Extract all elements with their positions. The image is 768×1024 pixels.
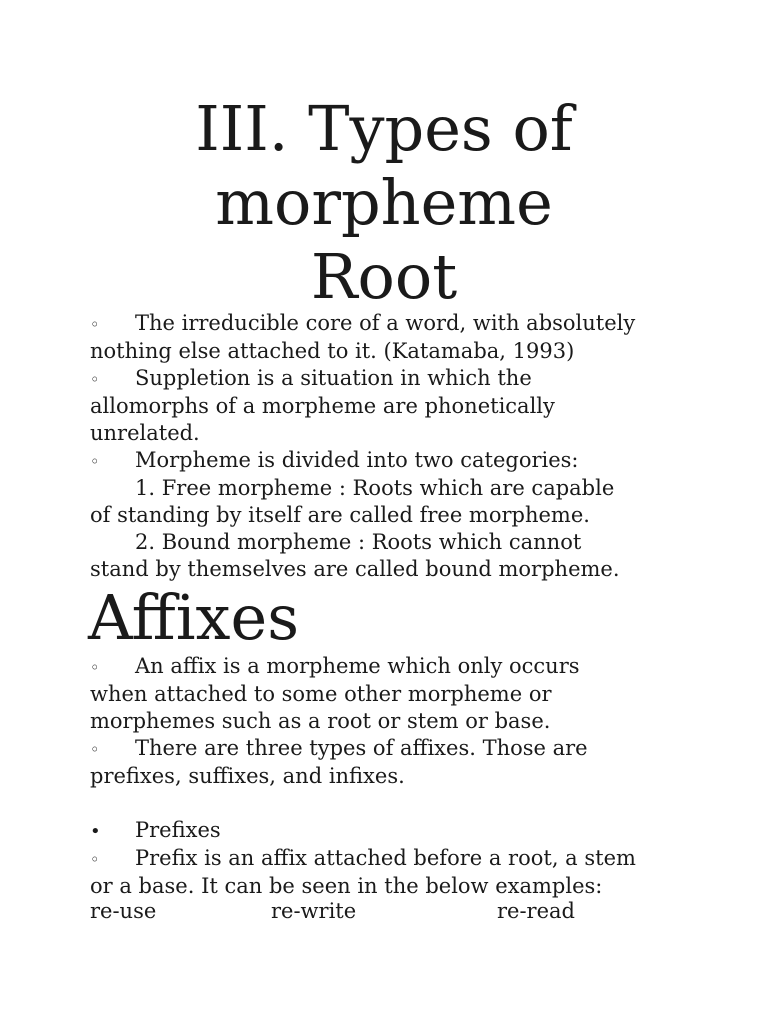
paragraph-line: An affix is a morpheme which only occurs [135,654,580,678]
paragraph-line: of standing by itself are called free morpheme. [90,503,590,527]
example-word: re-read [497,899,575,923]
hollow-bullet-icon: ◦ [90,740,100,759]
affixes-heading: Affixes [88,581,300,654]
free-morpheme-item [90,475,700,529]
paragraph-line: Prefix is an affix attached before a root, a stem [135,846,636,870]
title-line-2: morpheme [215,166,553,239]
filled-bullet-icon: • [90,821,101,842]
paragraph-line: Suppletion is a situation in which the [135,366,532,390]
prefixes-label: Prefixes [135,818,221,842]
blank-line [90,790,700,817]
title-line-1: III. Types of [195,92,573,165]
affixes-section [90,653,700,900]
paragraph-line: nothing else attached to it. (Katamaba, 1993) [90,339,575,363]
affixes-item-2 [90,735,700,790]
hollow-bullet-icon: ◦ [90,850,100,869]
paragraph-line: 1. Free morpheme : Roots which are capable [135,476,615,500]
title-line-3: Root [310,240,458,313]
paragraph-line: or a base. It can be seen in the below examples: [90,874,603,898]
paragraph-line: stand by themselves are called bound morpheme. [90,557,620,581]
paragraph-line: unrelated. [90,421,200,445]
hollow-bullet-icon: ◦ [90,315,100,334]
paragraph-line: 2. Bound morpheme : Roots which cannot [135,530,582,554]
root-item-2 [90,365,700,447]
affixes-item-1 [90,653,700,735]
example-word: re-write [271,899,357,923]
paragraph-line: There are three types of affixes. Those are [135,736,588,760]
root-item-1 [90,310,700,365]
hollow-bullet-icon: ◦ [90,658,100,677]
paragraph-line: when attached to some other morpheme or [90,682,552,706]
example-word: re-use [90,899,157,923]
paragraph-line: morphemes such as a root or stem or base. [90,709,551,733]
paragraph-line: The irreducible core of a word, with absolutely [135,311,636,335]
prefix-definition-item [90,845,700,900]
prefixes-item [90,817,700,845]
prefix-examples [90,898,700,925]
hollow-bullet-icon: ◦ [90,370,100,389]
root-item-3 [90,447,700,475]
paragraph-line: allomorphs of a morpheme are phonetically [90,394,555,418]
hollow-bullet-icon: ◦ [90,452,100,471]
paragraph-line: prefixes, suffixes, and infixes. [90,764,405,788]
page-title [0,92,768,314]
paragraph-line: Morpheme is divided into two categories: [135,448,579,472]
root-section [90,310,700,583]
bound-morpheme-item [90,529,700,583]
